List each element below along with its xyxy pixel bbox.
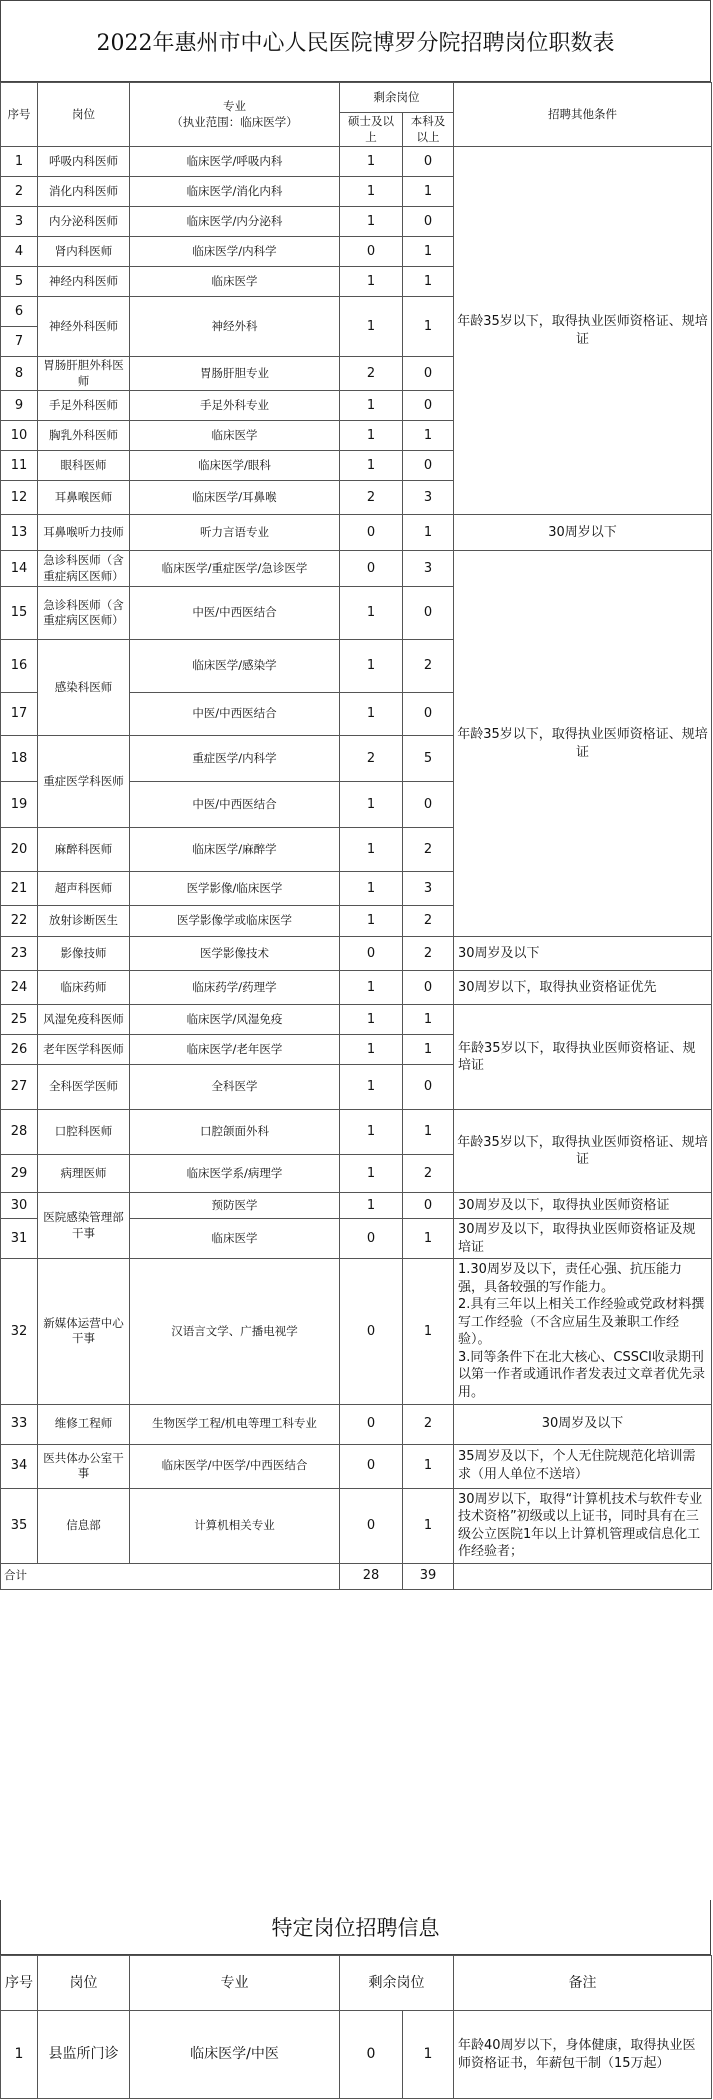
row-position: 呼吸内科医师 <box>38 147 130 177</box>
row-seq: 24 <box>1 971 38 1005</box>
row-master-count: 1 <box>340 640 403 693</box>
row-position: 临床药师 <box>38 971 130 1005</box>
row-bachelor-count: 2 <box>403 1404 454 1444</box>
special-header-seq: 序号 <box>1 1956 38 2011</box>
row-seq: 28 <box>1 1110 38 1155</box>
row-position: 口腔科医师 <box>38 1110 130 1155</box>
row-major: 临床医学/呼吸内科 <box>130 147 340 177</box>
row-master-count: 1 <box>340 782 403 828</box>
row-bachelor-count: 1 <box>403 1035 454 1065</box>
row-master-count: 1 <box>340 1155 403 1193</box>
row-position: 放射诊断医生 <box>38 906 130 937</box>
row-seq: 25 <box>1 1005 38 1035</box>
row-master-count: 1 <box>340 451 403 481</box>
row-seq: 33 <box>1 1404 38 1444</box>
special-bachelor-count: 1 <box>403 2011 454 2099</box>
header-master: 硕士及以上 <box>340 113 403 147</box>
row-master-count: 1 <box>340 1005 403 1035</box>
row-major: 临床医学系/病理学 <box>130 1155 340 1193</box>
row-position: 急诊科医师（含重症病区医师） <box>38 551 130 587</box>
total-master: 28 <box>340 1563 403 1589</box>
row-major: 中医/中西医结合 <box>130 693 340 736</box>
row-major: 临床医学/内分泌科 <box>130 207 340 237</box>
row-bachelor-count: 1 <box>403 1110 454 1155</box>
table-row <box>1 971 712 1005</box>
row-conditions: 30周岁及以下 <box>454 1404 712 1444</box>
total-label: 合计 <box>1 1563 340 1589</box>
row-bachelor-count: 0 <box>403 1193 454 1219</box>
row-major: 医学影像学或临床医学 <box>130 906 340 937</box>
row-bachelor-count: 5 <box>403 736 454 782</box>
row-seq: 30 <box>1 1193 38 1219</box>
row-conditions: 30周岁以下，取得执业资格证优先 <box>454 971 712 1005</box>
row-major: 临床医学/感染学 <box>130 640 340 693</box>
row-conditions: 年龄35岁以下，取得执业医师资格证、规培证 <box>454 147 712 515</box>
table-row <box>1 1110 712 1155</box>
header-position: 岗位 <box>38 83 130 147</box>
row-seq: 32 <box>1 1259 38 1404</box>
row-bachelor-count: 1 <box>403 421 454 451</box>
row-major: 临床医学/重症医学/急诊医学 <box>130 551 340 587</box>
row-position: 新媒体运营中心干事 <box>38 1259 130 1404</box>
row-bachelor-count: 1 <box>403 297 454 357</box>
row-master-count: 0 <box>340 1259 403 1404</box>
row-master-count: 2 <box>340 357 403 391</box>
row-position: 耳鼻喉医师 <box>38 481 130 515</box>
row-seq: 31 <box>1 1219 38 1259</box>
row-major: 临床医学/风湿免疫 <box>130 1005 340 1035</box>
row-bachelor-count: 1 <box>403 177 454 207</box>
table-row <box>1 937 712 971</box>
row-position: 神经外科医师 <box>38 297 130 357</box>
row-master-count: 2 <box>340 736 403 782</box>
row-position: 急诊科医师（含重症病区医师） <box>38 587 130 640</box>
row-master-count: 1 <box>340 906 403 937</box>
row-position: 神经内科医师 <box>38 267 130 297</box>
row-conditions: 年龄35岁以下，取得执业医师资格证、规培证 <box>454 1110 712 1193</box>
row-bachelor-count: 0 <box>403 971 454 1005</box>
total-conditions <box>454 1563 712 1589</box>
row-position: 全科医学医师 <box>38 1065 130 1110</box>
header-remaining: 剩余岗位 <box>340 83 454 113</box>
row-position: 肾内科医师 <box>38 237 130 267</box>
row-major: 临床医学/麻醉学 <box>130 828 340 872</box>
row-bachelor-count: 1 <box>403 1444 454 1488</box>
row-bachelor-count: 2 <box>403 1155 454 1193</box>
row-bachelor-count: 0 <box>403 207 454 237</box>
row-major: 临床医学/内科学 <box>130 237 340 267</box>
special-note: 年龄40周岁以下，身体健康，取得执业医师资格证书，年薪包干制（15万起） <box>454 2011 712 2099</box>
total-row <box>1 1563 712 1589</box>
table-row <box>1 147 712 177</box>
row-position: 手足外科医师 <box>38 391 130 421</box>
special-table <box>0 1955 712 2099</box>
row-conditions: 1.30周岁及以下，责任心强、抗压能力强，具备较强的写作能力。 2.具有三年以上相关工作经验或党政材料撰写工作经验（不含应届生及兼职工作经验）。 3.同等条件下在北大核心、CSSCI收录期刊以第一作者或通讯作者发表过文章者优先录用。 <box>454 1259 712 1404</box>
row-position: 内分泌科医师 <box>38 207 130 237</box>
row-seq: 34 <box>1 1444 38 1488</box>
row-major: 汉语言文学、广播电视学 <box>130 1259 340 1404</box>
row-master-count: 2 <box>340 481 403 515</box>
row-position: 风湿免疫科医师 <box>38 1005 130 1035</box>
row-master-count: 1 <box>340 267 403 297</box>
row-master-count: 0 <box>340 237 403 267</box>
row-master-count: 1 <box>340 872 403 906</box>
row-major: 医学影像技术 <box>130 937 340 971</box>
row-major: 手足外科专业 <box>130 391 340 421</box>
table-row <box>1 1005 712 1035</box>
row-bachelor-count: 1 <box>403 1005 454 1035</box>
row-position: 病理医师 <box>38 1155 130 1193</box>
row-seq: 26 <box>1 1035 38 1065</box>
row-master-count: 0 <box>340 1219 403 1259</box>
row-major: 临床医学 <box>130 421 340 451</box>
row-major: 生物医学工程/机电等理工科专业 <box>130 1404 340 1444</box>
row-bachelor-count: 0 <box>403 391 454 421</box>
row-conditions: 年龄35岁以下，取得执业医师资格证、规培证 <box>454 1005 712 1110</box>
header-seq: 序号 <box>1 83 38 147</box>
row-conditions: 30周岁以下，取得“计算机技术与软件专业技术资格”初级或以上证书，同时具有在三级公立医院1年以上计算机管理或信息化工作经验者； <box>454 1488 712 1563</box>
row-seq: 18 <box>1 736 38 782</box>
row-seq: 4 <box>1 237 38 267</box>
row-bachelor-count: 1 <box>403 267 454 297</box>
row-seq: 9 <box>1 391 38 421</box>
row-position: 影像技师 <box>38 937 130 971</box>
special-master-count: 0 <box>340 2011 403 2099</box>
row-master-count: 1 <box>340 421 403 451</box>
row-seq: 29 <box>1 1155 38 1193</box>
row-master-count: 0 <box>340 937 403 971</box>
row-bachelor-count: 0 <box>403 147 454 177</box>
row-seq: 19 <box>1 782 38 828</box>
row-major: 重症医学/内科学 <box>130 736 340 782</box>
row-bachelor-count: 0 <box>403 782 454 828</box>
row-bachelor-count: 1 <box>403 1488 454 1563</box>
row-master-count: 1 <box>340 207 403 237</box>
row-major: 中医/中西医结合 <box>130 587 340 640</box>
row-major: 临床医学/眼科 <box>130 451 340 481</box>
row-seq: 22 <box>1 906 38 937</box>
row-position: 胃肠肝胆外科医师 <box>38 357 130 391</box>
row-bachelor-count: 1 <box>403 515 454 551</box>
special-header-major: 专业 <box>130 1956 340 2011</box>
row-master-count: 1 <box>340 147 403 177</box>
row-seq: 17 <box>1 693 38 736</box>
row-seq: 21 <box>1 872 38 906</box>
total-bachelor: 39 <box>403 1563 454 1589</box>
special-title: 特定岗位招聘信息 <box>0 1900 711 1955</box>
table-row <box>1 1404 712 1444</box>
row-major: 临床医学/耳鼻喉 <box>130 481 340 515</box>
row-seq: 20 <box>1 828 38 872</box>
row-seq: 1 <box>1 147 38 177</box>
row-major: 中医/中西医结合 <box>130 782 340 828</box>
row-master-count: 0 <box>340 551 403 587</box>
row-seq: 35 <box>1 1488 38 1563</box>
row-master-count: 1 <box>340 1110 403 1155</box>
row-master-count: 0 <box>340 1444 403 1488</box>
row-bachelor-count: 2 <box>403 937 454 971</box>
special-header-note: 备注 <box>454 1956 712 2011</box>
row-major: 计算机相关专业 <box>130 1488 340 1563</box>
row-conditions: 年龄35岁以下，取得执业医师资格证、规培证 <box>454 551 712 937</box>
row-major: 口腔颌面外科 <box>130 1110 340 1155</box>
row-position: 医院感染管理部干事 <box>38 1193 130 1259</box>
row-major: 全科医学 <box>130 1065 340 1110</box>
header-bachelor: 本科及以上 <box>403 113 454 147</box>
row-position: 老年医学科医师 <box>38 1035 130 1065</box>
row-major: 临床医学/中医学/中西医结合 <box>130 1444 340 1488</box>
row-bachelor-count: 2 <box>403 640 454 693</box>
row-master-count: 0 <box>340 1488 403 1563</box>
row-conditions: 30周岁及以下，取得执业医师资格证 <box>454 1193 712 1219</box>
row-bachelor-count: 2 <box>403 906 454 937</box>
special-header-position: 岗位 <box>38 1956 130 2011</box>
row-master-count: 1 <box>340 828 403 872</box>
row-master-count: 0 <box>340 515 403 551</box>
row-master-count: 1 <box>340 1035 403 1065</box>
table-row <box>1 1193 712 1219</box>
table-row <box>1 1259 712 1404</box>
row-seq: 2 <box>1 177 38 207</box>
row-position: 超声科医师 <box>38 872 130 906</box>
row-major: 临床医学/老年医学 <box>130 1035 340 1065</box>
row-seq: 10 <box>1 421 38 451</box>
row-conditions: 30周岁以下 <box>454 515 712 551</box>
special-header-remaining: 剩余岗位 <box>340 1956 454 2011</box>
row-seq: 12 <box>1 481 38 515</box>
row-bachelor-count: 0 <box>403 1065 454 1110</box>
row-major: 神经外科 <box>130 297 340 357</box>
row-major: 预防医学 <box>130 1193 340 1219</box>
table-row <box>1 551 712 587</box>
row-position: 维修工程师 <box>38 1404 130 1444</box>
row-seq: 14 <box>1 551 38 587</box>
row-seq: 27 <box>1 1065 38 1110</box>
row-seq: 11 <box>1 451 38 481</box>
row-seq: 6 <box>1 297 38 327</box>
row-position: 麻醉科医师 <box>38 828 130 872</box>
row-conditions: 35周岁及以下，个人无住院规范化培训需求（用人单位不送培） <box>454 1444 712 1488</box>
row-position: 医共体办公室干事 <box>38 1444 130 1488</box>
row-master-count: 1 <box>340 587 403 640</box>
table-row <box>1 1444 712 1488</box>
row-major: 胃肠肝胆专业 <box>130 357 340 391</box>
page-title: 2022年惠州市中心人民医院博罗分院招聘岗位职数表 <box>0 0 711 82</box>
row-master-count: 1 <box>340 1065 403 1110</box>
row-conditions: 30周岁及以下，取得执业医师资格证及规培证 <box>454 1219 712 1259</box>
row-major: 临床医学 <box>130 267 340 297</box>
row-master-count: 1 <box>340 297 403 357</box>
row-master-count: 1 <box>340 693 403 736</box>
row-bachelor-count: 2 <box>403 828 454 872</box>
header-major: 专业 （执业范围：临床医学） <box>130 83 340 147</box>
row-master-count: 1 <box>340 1193 403 1219</box>
row-major: 临床药学/药理学 <box>130 971 340 1005</box>
special-major: 临床医学/中医 <box>130 2011 340 2099</box>
row-bachelor-count: 0 <box>403 451 454 481</box>
row-seq: 3 <box>1 207 38 237</box>
row-master-count: 1 <box>340 391 403 421</box>
row-position: 消化内科医师 <box>38 177 130 207</box>
row-seq: 23 <box>1 937 38 971</box>
row-bachelor-count: 0 <box>403 587 454 640</box>
row-bachelor-count: 3 <box>403 551 454 587</box>
row-seq: 7 <box>1 327 38 357</box>
row-master-count: 0 <box>340 1404 403 1444</box>
row-major: 医学影像/临床医学 <box>130 872 340 906</box>
row-bachelor-count: 3 <box>403 481 454 515</box>
special-position: 县监所门诊 <box>38 2011 130 2099</box>
row-bachelor-count: 0 <box>403 357 454 391</box>
row-position: 眼科医师 <box>38 451 130 481</box>
table-row <box>1 1488 712 1563</box>
recruitment-table <box>0 82 712 1590</box>
row-major: 临床医学/消化内科 <box>130 177 340 207</box>
row-seq: 15 <box>1 587 38 640</box>
row-bachelor-count: 3 <box>403 872 454 906</box>
row-conditions: 30周岁及以下 <box>454 937 712 971</box>
row-bachelor-count: 1 <box>403 1219 454 1259</box>
row-position: 感染科医师 <box>38 640 130 736</box>
special-seq: 1 <box>1 2011 38 2099</box>
row-bachelor-count: 0 <box>403 693 454 736</box>
table-row <box>1 515 712 551</box>
row-seq: 5 <box>1 267 38 297</box>
row-position: 信息部 <box>38 1488 130 1563</box>
header-conditions: 招聘其他条件 <box>454 83 712 147</box>
row-bachelor-count: 1 <box>403 237 454 267</box>
row-major: 听力言语专业 <box>130 515 340 551</box>
row-seq: 13 <box>1 515 38 551</box>
row-seq: 16 <box>1 640 38 693</box>
row-master-count: 1 <box>340 177 403 207</box>
row-position: 重症医学科医师 <box>38 736 130 828</box>
row-position: 耳鼻喉听力技师 <box>38 515 130 551</box>
row-major: 临床医学 <box>130 1219 340 1259</box>
row-position: 胸乳外科医师 <box>38 421 130 451</box>
row-seq: 8 <box>1 357 38 391</box>
row-master-count: 1 <box>340 971 403 1005</box>
row-bachelor-count: 1 <box>403 1259 454 1404</box>
